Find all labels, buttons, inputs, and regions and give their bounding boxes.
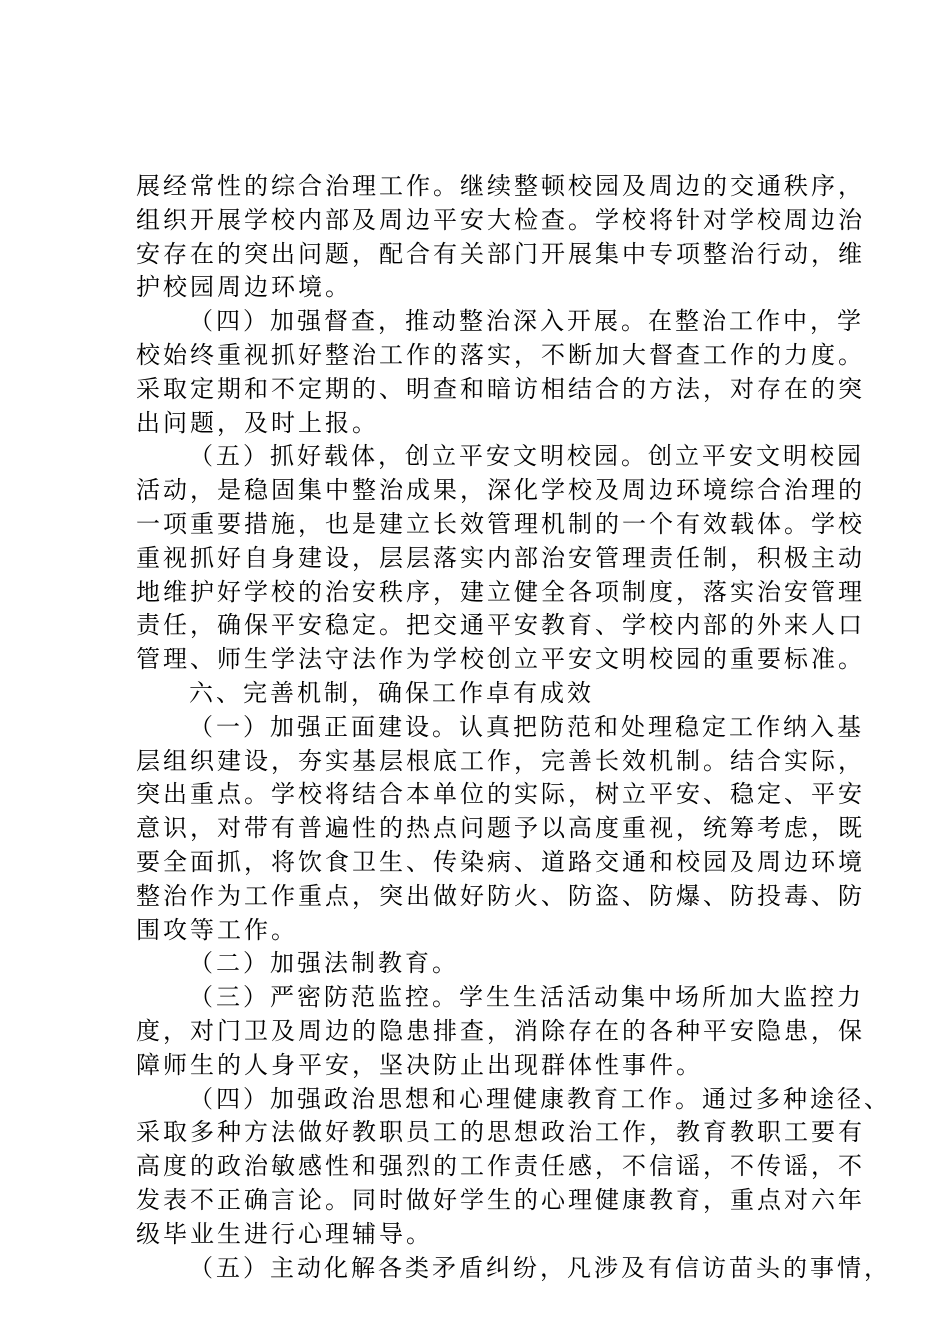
text-line: 采取定期和不定期的、明查和暗访相结合的方法，对存在的突 xyxy=(136,374,865,403)
document-body xyxy=(136,170,891,1285)
text-line: 活动，是稳固集中整治成果，深化学校及周边环境综合治理的 xyxy=(136,476,865,505)
text-line: 发表不正确言论。同时做好学生的心理健康教育，重点对六年 xyxy=(136,1185,865,1214)
section-heading: 六、完善机制，确保工作卓有成效 xyxy=(189,678,594,707)
text-line: 整治作为工作重点，突出做好防火、防盗、防爆、防投毒、防 xyxy=(136,881,865,910)
text-line: 校始终重视抓好整治工作的落实，不断加大督查工作的力度。 xyxy=(136,340,865,369)
text-line: 安存在的突出问题，配合有关部门开展集中专项整治行动，维 xyxy=(136,239,865,268)
text-line: 突出重点。学校将结合本单位的实际，树立平安、稳定、平安 xyxy=(136,780,865,809)
text-line: 意识，对带有普遍性的热点问题予以高度重视，统筹考虑，既 xyxy=(136,814,865,843)
text-line: 级毕业生进行心理辅导。 xyxy=(136,1219,433,1248)
paragraph-start-line: （五）抓好载体，创立平安文明校园。创立平安文明校园 xyxy=(189,442,864,471)
text-line: 护校园周边环境。 xyxy=(136,273,352,302)
paragraph-start-line: （二）加强法制教育。 xyxy=(189,949,459,978)
text-line: 重视抓好自身建设，层层落实内部治安管理责任制，积极主动 xyxy=(136,543,865,572)
text-line: 一项重要措施，也是建立长效管理机制的一个有效载体。学校 xyxy=(136,509,865,538)
text-line: 围攻等工作。 xyxy=(136,915,298,944)
text-line: 组织开展学校内部及周边平安大检查。学校将针对学校周边治 xyxy=(136,205,865,234)
text-line: 出问题，及时上报。 xyxy=(136,408,379,437)
text-line: 层组织建设，夯实基层根底工作，完善长效机制。结合实际， xyxy=(136,746,865,775)
text-line: 障师生的人身平安，坚决防止出现群体性事件。 xyxy=(136,1050,703,1079)
paragraph-start-line: （四）加强政治思想和心理健康教育工作。通过多种途径、 xyxy=(189,1084,891,1113)
paragraph-start-line: （五）主动化解各类矛盾纠纷，凡涉及有信访苗头的事情， xyxy=(189,1253,891,1282)
text-line: 地维护好学校的治安秩序，建立健全各项制度，落实治安管理 xyxy=(136,577,865,606)
paragraph-start-line: （一）加强正面建设。认真把防范和处理稳定工作纳入基 xyxy=(189,712,864,741)
paragraph-start-line: （四）加强督查，推动整治深入开展。在整治工作中，学 xyxy=(189,307,864,336)
text-line: 高度的政治敏感性和强烈的工作责任感，不信谣，不传谣，不 xyxy=(136,1152,865,1181)
text-line: 要全面抓，将饮食卫生、传染病、道路交通和校园及周边环境 xyxy=(136,847,865,876)
text-line: 采取多种方法做好教职员工的思想政治工作，教育教职工要有 xyxy=(136,1118,865,1147)
text-line: 度，对门卫及周边的隐患排查，消除存在的各种平安隐患，保 xyxy=(136,1016,865,1045)
text-line: 管理、师生学法守法作为学校创立平安文明校园的重要标准。 xyxy=(136,645,865,674)
text-line: 责任，确保平安稳定。把交通平安教育、学校内部的外来人口 xyxy=(136,611,865,640)
text-line: 展经常性的综合治理工作。继续整顿校园及周边的交通秩序， xyxy=(136,172,865,200)
paragraph-start-line: （三）严密防范监控。学生生活活动集中场所加大监控力 xyxy=(189,983,864,1012)
